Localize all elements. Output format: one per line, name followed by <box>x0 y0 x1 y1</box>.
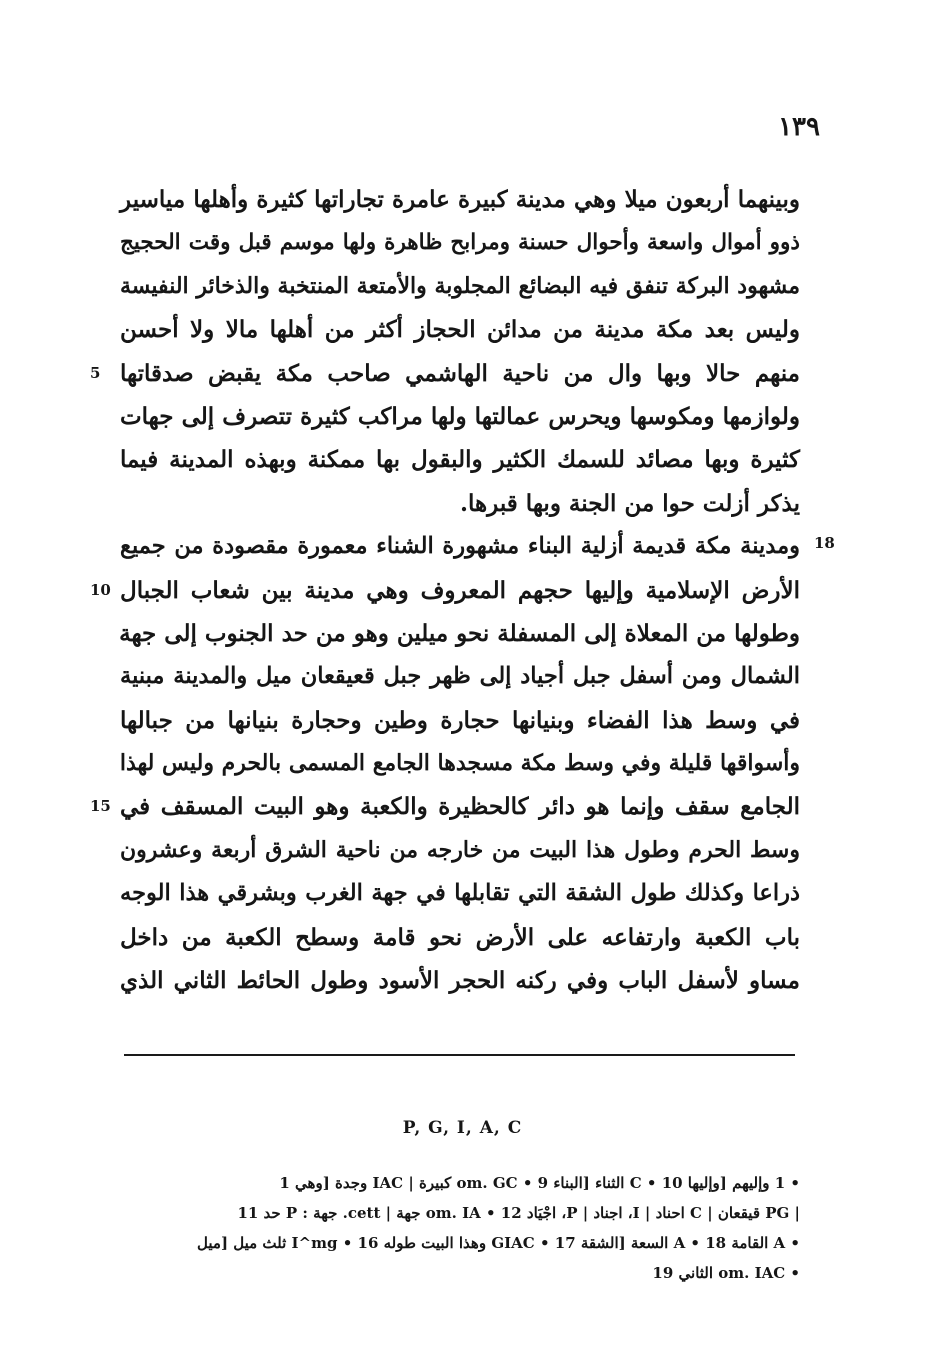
line-text: الأرض الإسلامية وإليها حجهم المعروف وهي مدينة بين شعاب الجبال <box>120 576 800 604</box>
apparatus-line: | PG قيقعان | C احناد | I، اجناد | P، اجْيَاد 12 • om. IA جهة | cett. جهة : P حد 11 <box>237 1204 800 1222</box>
text-line <box>120 959 800 1002</box>
apparatus-line: • om. IAC الثاني 19 <box>652 1264 800 1282</box>
text-line <box>120 525 800 568</box>
line-text: الجامع سقف وإنما هو دائر كالحظيرة والكعبة وهو البيت المسقف في <box>120 793 800 821</box>
line-number: 15 <box>90 797 111 816</box>
line-text: مساو لأسفل الباب وفي ركنه الحجر الأسود وطول الحائط الثاني الذي <box>120 967 800 995</box>
line-text: وطولها من المعلاة إلى المسفلة نحو ميلين وهو من حد الجنوب إلى جهة <box>119 619 800 647</box>
line-text: وبينهما أربعون ميلا وهي مدينة كبيرة عامرة تجاراتها كثيرة وأهلها مياسير <box>120 186 800 213</box>
text-line <box>120 655 800 698</box>
apparatus-line: • A القامة 18 • A السعة [الشقة 17 • GIAC وهذا البيت طوله 16 • I^mg ثلث ميل [ميل <box>197 1234 800 1252</box>
text-line <box>90 352 800 395</box>
line-text: ذوو أموال واسعة وأحوال حسنة ومرابح ظاهرة ولها موسم قبل وقت الحجيج <box>120 230 800 256</box>
text-line <box>120 221 800 264</box>
text-line <box>90 569 800 612</box>
margin-reference: 18 <box>814 534 835 552</box>
line-text: مشهود البركة تنفق فيه البضائع المجلوبة والأمتعة المنتخبة والذخائر النفيسة <box>120 272 800 299</box>
line-text: في وسط هذا الفضاء وبنيانها حجارة وطين وحجارة بنيانها من جبالها <box>120 706 800 734</box>
line-text: منهم حالا وبها وال من ناحية الهاشمي صاحب مكة يقبض صدقاتها <box>120 359 800 387</box>
main-text <box>90 178 800 1002</box>
line-number: 10 <box>90 580 111 599</box>
line-text: ومدينة مكة قديمة أزلية البناء مشهورة الشناء معمورة مقصودة من جميع <box>120 533 800 560</box>
line-text: باب الكعبة وارتفاعه على الأرض نحو قامة وسطح الكعبة من داخل <box>120 923 800 951</box>
text-line <box>120 438 800 481</box>
text-line <box>120 265 800 308</box>
text-line <box>120 482 800 525</box>
footnote-divider <box>124 1054 795 1056</box>
text-line <box>120 178 800 221</box>
text-line <box>120 872 800 915</box>
apparatus-line: • 1 وإليهم [وإليها 10 • C الثناء [البناء 9 • om. GC كبيرة | IAC وجدة [وهي 1 <box>279 1174 800 1192</box>
line-text: الشمال ومن أسفل جبل أجياد إلى ظهر جبل قعيقعان ميل والمدينة مبنية <box>120 663 800 690</box>
text-line <box>120 395 800 438</box>
page-number: ١٣٩ <box>778 112 820 142</box>
text-line <box>120 829 800 872</box>
line-text: وسط الحرم وطول هذا البيت من خارجه من ناحية الشرق أربعة وعشرون <box>120 836 800 863</box>
text-line <box>120 742 800 785</box>
text-line <box>90 785 800 828</box>
line-number: 5 <box>90 363 101 382</box>
text-line <box>120 916 800 959</box>
line-text: يذكر أزلت حوا من الجنة وبها قبرها. <box>460 489 800 517</box>
line-text: ذراعا وكذلك طول الشقة التي تقابلها في جهة الغرب وبشرقي هذا الوجه <box>120 880 800 907</box>
text-line <box>120 699 800 742</box>
critical-apparatus <box>120 1168 800 1288</box>
manuscript-sigla: P, G, I, A, C <box>402 1118 523 1138</box>
text-line <box>120 612 800 655</box>
line-text: ولوازمها ومكوسها ويحرس عمالتها ولها مراكب كثيرة تتصرف إلى جهات <box>120 402 800 430</box>
line-text: وليس بعد مكة مدينة من مدائن الحجاز أكثر من أهلها مالا ولا أحسن <box>120 316 800 344</box>
line-text: كثيرة وبها مصائد للسمك الكثير والبقول بها ممكنة وبهذه المدينة فيما <box>120 446 800 474</box>
text-line <box>120 308 800 351</box>
line-text: وأسواقها قليلة وفي وسط مكة مسجدها الجامع المسمى بالحرم وليس لهذا <box>119 750 800 777</box>
